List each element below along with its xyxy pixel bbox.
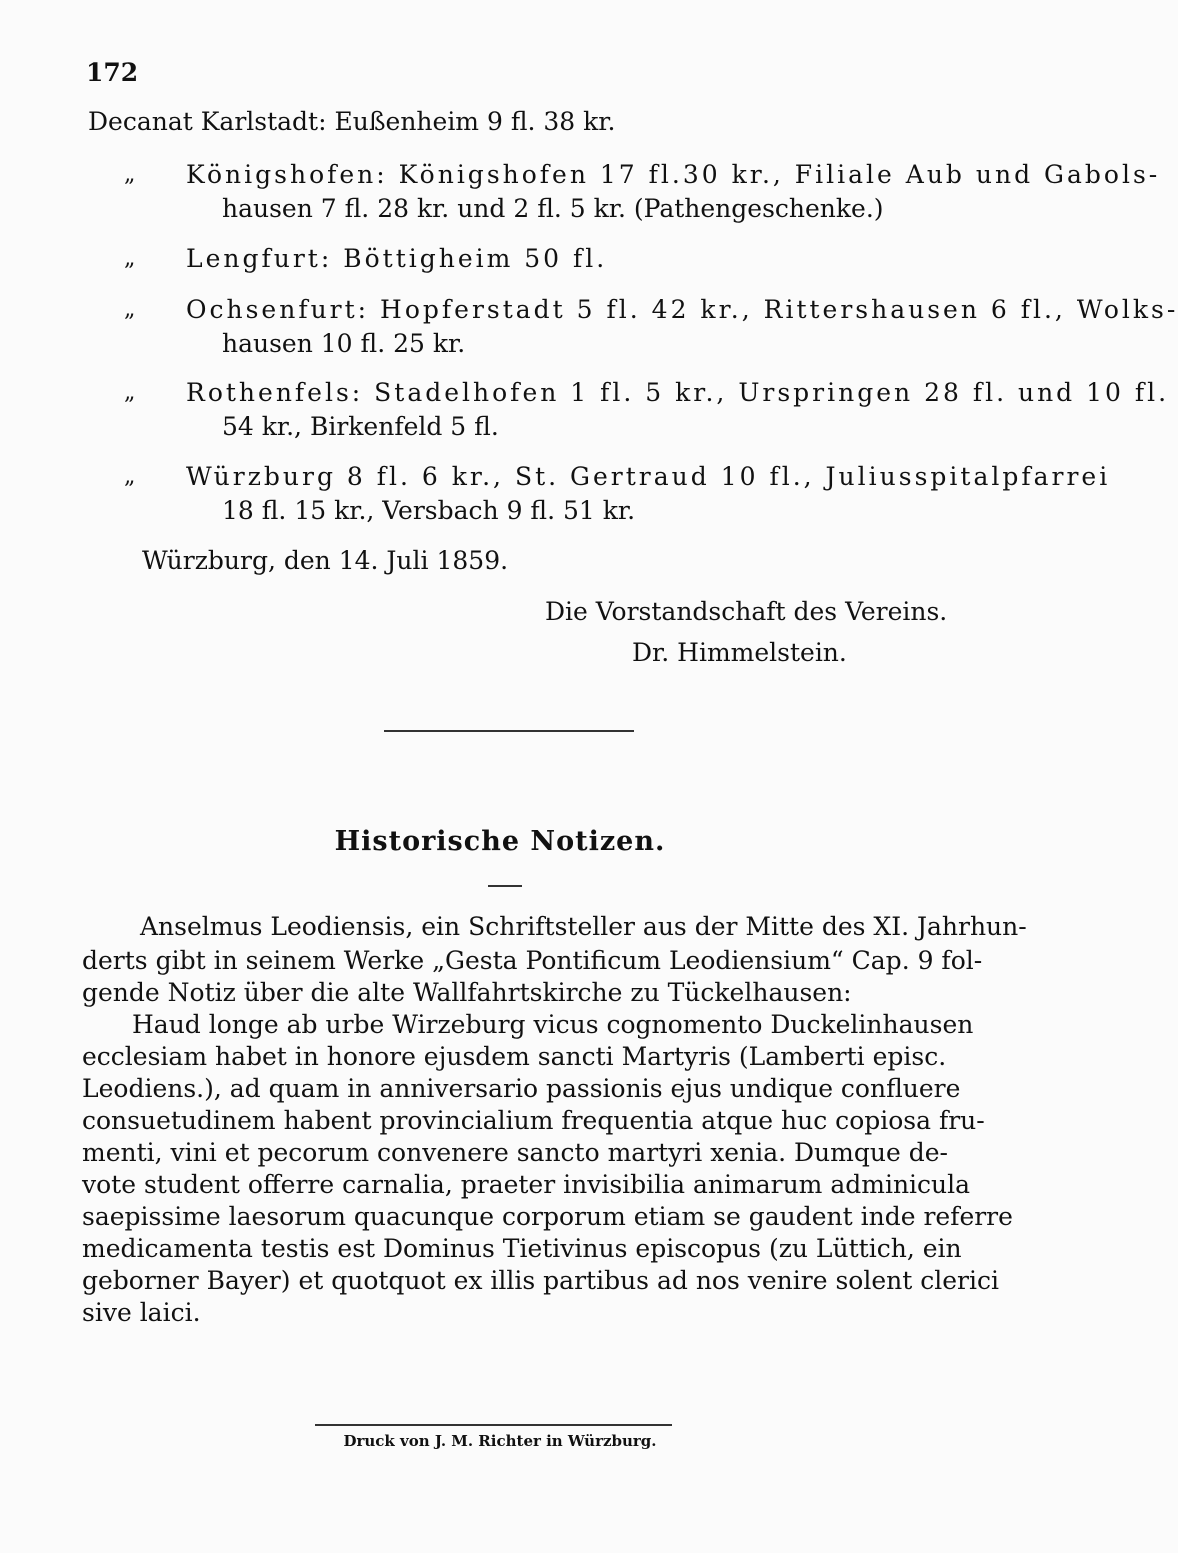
latin-quote-line: geborner Bayer) et quotquot ex illis partibus ad nos venire solent clerici [82,1266,999,1295]
ditto-mark: „ [124,464,136,489]
latin-quote-line: Leodiens.), ad quam in anniversario passionis ejus undique confluere [82,1074,961,1103]
latin-quote-line: medicamenta testis est Dominus Tietivinus episcopus (zu Lüttich, ein [82,1234,962,1263]
signature-organization: Die Vorstandschaft des Vereins. [545,597,948,626]
signature-name: Dr. Himmelstein. [632,638,847,667]
latin-quote-line: consuetudinem habent provincialium frequentia atque huc copiosa fru- [82,1106,985,1135]
intro-line: gende Notiz über die alte Wallfahrtskirche zu Tückelhausen: [82,978,852,1007]
heading-underline [488,885,522,887]
section-heading: Historische Notizen. [334,826,666,857]
ditto-mark: „ [124,246,136,271]
decanat-line: Decanat Karlstadt: Eußenheim 9 fl. 38 kr. [88,107,616,136]
entry-line-continuation: 54 kr., Birkenfeld 5 fl. [222,412,499,441]
intro-line: Anselmus Leodiensis, ein Schriftsteller aus der Mitte des XI. Jahrhun- [140,912,1027,941]
ditto-mark: „ [124,380,136,405]
intro-line: derts gibt in seinem Werke „Gesta Pontificum Leodiensium“ Cap. 9 fol- [82,946,983,975]
ditto-mark: „ [124,162,136,187]
entry-line-continuation: hausen 7 fl. 28 kr. und 2 fl. 5 kr. (Pathengeschenke.) [222,194,884,223]
section-divider [384,730,634,732]
entry-line-continuation: hausen 10 fl. 25 kr. [222,329,466,358]
entry-line: Rothenfels: Stadelhofen 1 fl. 5 kr., Urspringen 28 fl. und 10 fl. [186,378,1170,407]
footer-rule [315,1424,672,1426]
entry-line-continuation: 18 fl. 15 kr., Versbach 9 fl. 51 kr. [222,496,636,525]
latin-quote-line: Haud longe ab urbe Wirzeburg vicus cognomento Duckelinhausen [132,1010,974,1039]
ditto-mark: „ [124,297,136,322]
entry-line: Ochsenfurt: Hopferstadt 5 fl. 42 kr., Rittershausen 6 fl., Wolks- [186,295,1178,324]
latin-quote-line: sive laici. [82,1298,201,1327]
latin-quote-line: ecclesiam habet in honore ejusdem sancti Martyris (Lamberti episc. [82,1042,947,1071]
printer-imprint: Druck von J. M. Richter in Würzburg. [343,1432,657,1450]
entry-line: Lengfurt: Böttigheim 50 fl. [186,244,608,273]
page-number: 172 [86,58,139,87]
latin-quote-line: saepissime laesorum quacunque corporum etiam se gaudent inde referre [82,1202,1013,1231]
entry-line: Würzburg 8 fl. 6 kr., St. Gertraud 10 fl., Juliusspitalpfarrei [186,462,1111,491]
latin-quote-line: menti, vini et pecorum convenere sancto martyri xenia. Dumque de- [82,1138,948,1167]
date-line: Würzburg, den 14. Juli 1859. [142,546,509,575]
latin-quote-line: vote student offerre carnalia, praeter invisibilia animarum adminicula [82,1170,971,1199]
entry-line: Königshofen: Königshofen 17 fl.30 kr., Filiale Aub und Gabols- [186,160,1161,189]
